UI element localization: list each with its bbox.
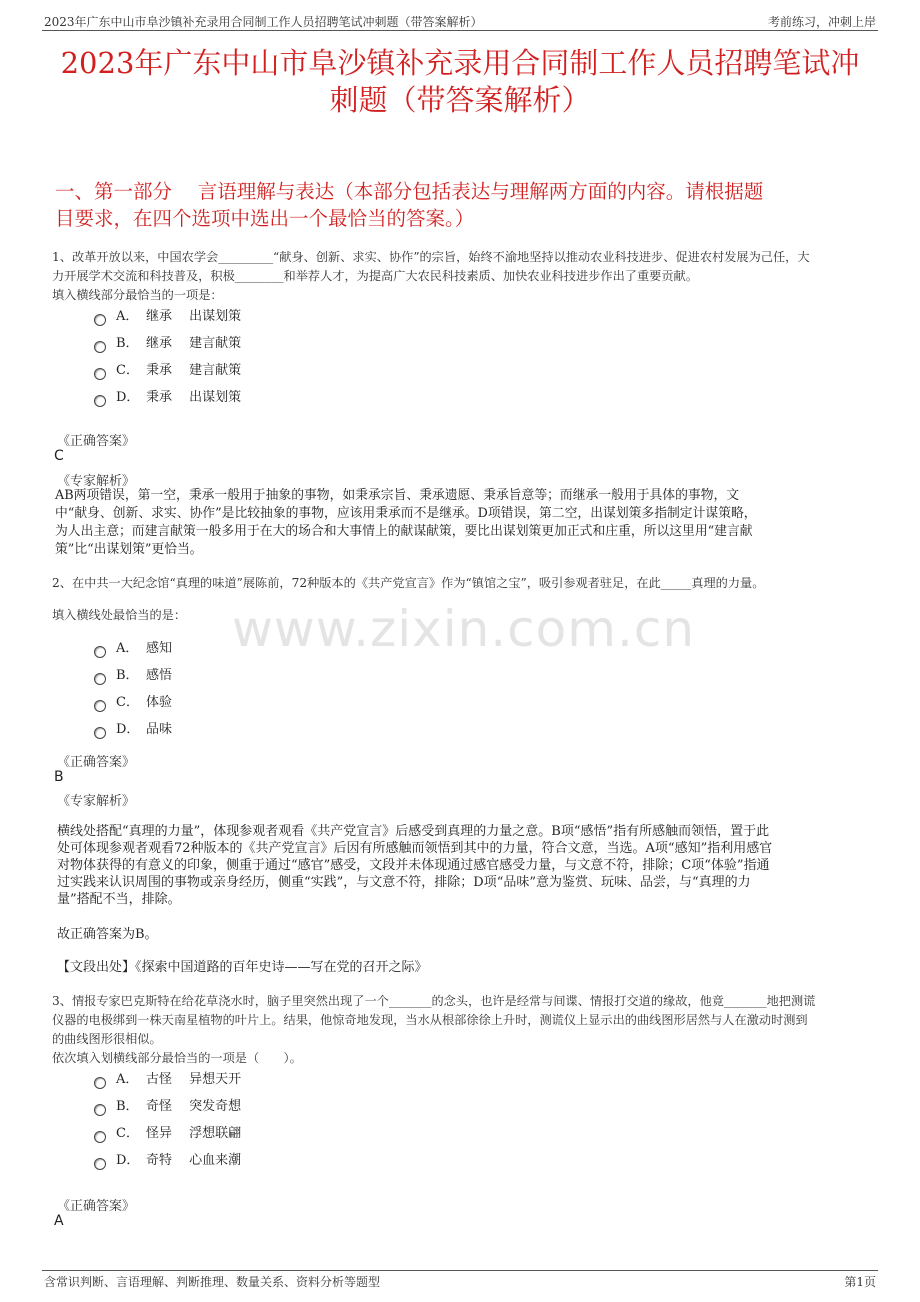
page-title-line-1: 2023年广东中山市阜沙镇补充录用合同制工作人员招聘笔试冲 (60, 46, 860, 80)
option-text: 继承 建言献策 (146, 336, 242, 351)
radio-icon[interactable] (94, 1131, 106, 1143)
question-1-answer: C (54, 448, 64, 464)
option-text: 古怪 异想天开 (146, 1072, 242, 1087)
analysis-line: 横线处搭配“真理的力量”，体现参观者观看《共产党宣言》后感受到真理的力量之意。B项“感悟”指有所感触而领悟，置于此 (57, 824, 770, 839)
option-text: 秉承 出谋划策 (146, 390, 242, 405)
question-2-prompt: 填入横线处最恰当的是： (52, 608, 187, 622)
watermark: www.zixin.com.cn (232, 600, 696, 658)
question-1-line-1: 1、改革开放以来，中国农学会_________“献身、创新、求实、协作”的宗旨，始终不渝地坚持以推动农业科技进步、促进农村发展为己任，大 (52, 250, 810, 264)
radio-icon[interactable] (94, 727, 106, 739)
option-letter: D． (116, 1153, 140, 1168)
question-3-line-3: 的曲线图形很相似。 (52, 1032, 162, 1046)
question-2-answer-label: 《正确答案》 (57, 755, 136, 770)
question-2-answer: B (54, 769, 64, 785)
analysis-line: 中“献身、创新、求实、协作”是比较抽象的事物，应该用秉承而不是继承。D项错误，第二空，出谋划策多指制定计谋策略， (55, 506, 757, 521)
question-1-option-d[interactable] (94, 389, 241, 407)
option-text: 秉承 建言献策 (146, 363, 242, 378)
question-3-line-2: 仪器的电极绑到一株天南星植物的叶片上。结果，他惊奇地发现，当水从根部徐徐上升时，测谎仪上显示出的曲线图形居然与人在激动时测到 (52, 1013, 808, 1027)
question-2-option-d[interactable] (94, 721, 172, 739)
option-letter: B． (116, 668, 139, 683)
radio-icon[interactable] (94, 341, 106, 353)
radio-icon[interactable] (94, 646, 106, 658)
question-1-option-b[interactable] (94, 335, 241, 353)
page-number: 第1页 (844, 1275, 876, 1289)
radio-icon[interactable] (94, 395, 106, 407)
question-3-line-1: 3、情报专家巴克斯特在给花草浇水时，脑子里突然出现了一个_______的念头，也许是经常与间谍、情报打交道的缘故，他竟_______地把测谎 (52, 994, 816, 1008)
radio-icon[interactable] (94, 368, 106, 380)
analysis-line: 为人出主意；而建言献策一般多用于在大的场合和大事情上的献谋献策，要比出谋划策更加正式和庄重，所以这里用“建言献 (55, 524, 753, 539)
footer-description: 含常识判断、言语理解、判断推理、数量关系、资料分析等题型 (44, 1275, 381, 1289)
question-1-line-2: 力开展学术交流和科技普及，积极________和举荐人才，为提高广大农民科技素质、加快农业科技进步作出了重要贡献。 (52, 269, 698, 283)
analysis-line: AB两项错误，第一空，秉承一般用于抽象的事物，如秉承宗旨、秉承遗愿、秉承旨意等；而继承一般用于具体的事物，文 (55, 488, 740, 503)
section-heading (55, 178, 870, 232)
analysis-line: 策”比“出谋划策”更恰当。 (55, 542, 203, 557)
option-letter: B． (116, 1099, 139, 1114)
option-letter: D． (116, 722, 140, 737)
radio-icon[interactable] (94, 700, 106, 712)
option-letter: A． (116, 309, 139, 324)
analysis-line: 对物体获得的有意义的印象，侧重于通过“感官”感受，文段并未体现通过感官感受力量，与文意不符，排除；C项“体验”指通 (57, 858, 770, 873)
option-letter: A． (116, 1072, 139, 1087)
option-letter: C． (116, 695, 139, 710)
analysis-line: 处可体现参观者观看72种版本的《共产党宣言》后因有所感触而领悟到其中的力量，符合文意，当选。A项“感知”指利用感官 (57, 841, 773, 856)
question-2-analysis-label: 《专家解析》 (57, 794, 136, 809)
question-2-stem: 2、在中共一大纪念馆“真理的味道”展陈前，72种版本的《共产党宣言》作为“镇馆之宝”，吸引参观者驻足，在此_____真理的力量。 (52, 576, 765, 590)
question-1-prompt: 填入横线部分最恰当的一项是： (52, 288, 223, 302)
question-3-prompt: 依次填入划横线部分最恰当的一项是（ ）。 (52, 1051, 302, 1065)
option-text: 体验 (146, 695, 173, 710)
question-2-analysis (57, 823, 867, 908)
question-3-option-c[interactable] (94, 1125, 241, 1143)
option-letter: D． (116, 390, 140, 405)
header-doc-title: 2023年广东中山市阜沙镇补充录用合同制工作人员招聘笔试冲刺题（带答案解析） (44, 15, 483, 29)
header-divider (42, 30, 878, 31)
radio-icon[interactable] (94, 673, 106, 685)
radio-icon[interactable] (94, 1158, 106, 1170)
section-heading-line-2: 目要求，在四个选项中选出一个最恰当的答案。） (55, 207, 475, 230)
question-3-stem (52, 992, 867, 1068)
question-2-option-b[interactable] (94, 667, 172, 685)
question-2-source: 【文段出处】《探索中国道路的百年史诗——写在党的召开之际》 (57, 960, 428, 975)
option-text: 奇特 心血来潮 (146, 1153, 242, 1168)
option-text: 怪异 浮想联翩 (146, 1126, 242, 1141)
footer-divider (42, 1270, 878, 1271)
question-2-conclusion: 故正确答案为B。 (57, 927, 158, 942)
page-title-line-2: 刺题（带答案解析） (329, 83, 591, 117)
question-1-analysis-label: 《专家解析》 (57, 474, 136, 489)
question-3-option-b[interactable] (94, 1098, 241, 1116)
option-text: 继承 出谋划策 (146, 309, 242, 324)
header-slogan: 考前练习，冲刺上岸 (767, 15, 876, 29)
option-letter: A． (116, 641, 139, 656)
option-text: 品味 (146, 722, 173, 737)
option-letter: B． (116, 336, 139, 351)
option-letter: C． (116, 1126, 139, 1141)
radio-icon[interactable] (94, 1104, 106, 1116)
question-3-option-d[interactable] (94, 1152, 241, 1170)
question-1-option-c[interactable] (94, 362, 241, 380)
question-2-option-a[interactable] (94, 640, 172, 658)
question-1-analysis (55, 487, 867, 559)
analysis-line: 量”搭配不当，排除。 (57, 892, 181, 907)
option-text: 感知 (146, 641, 173, 656)
question-3-answer: A (54, 1213, 64, 1229)
question-2-option-c[interactable] (94, 694, 172, 712)
question-3-option-a[interactable] (94, 1071, 241, 1089)
question-3-answer-label: 《正确答案》 (57, 1199, 136, 1214)
page-title (50, 45, 870, 119)
option-letter: C． (116, 363, 139, 378)
option-text: 奇怪 突发奇想 (146, 1099, 242, 1114)
analysis-line: 过实践来认识周围的事物或亲身经历，侧重“实践”，与文意不符，排除；D项“品味”意为鉴赏、玩味、品尝，与“真理的力 (57, 875, 751, 890)
section-heading-line-1: 一、第一部分 言语理解与表达（本部分包括表达与理解两方面的内容。请根据题 (55, 180, 764, 203)
question-1-stem (52, 248, 867, 305)
option-text: 感悟 (146, 668, 173, 683)
radio-icon[interactable] (94, 1077, 106, 1089)
question-1-answer-label: 《正确答案》 (57, 434, 136, 449)
radio-icon[interactable] (94, 314, 106, 326)
question-1-option-a[interactable] (94, 308, 241, 326)
